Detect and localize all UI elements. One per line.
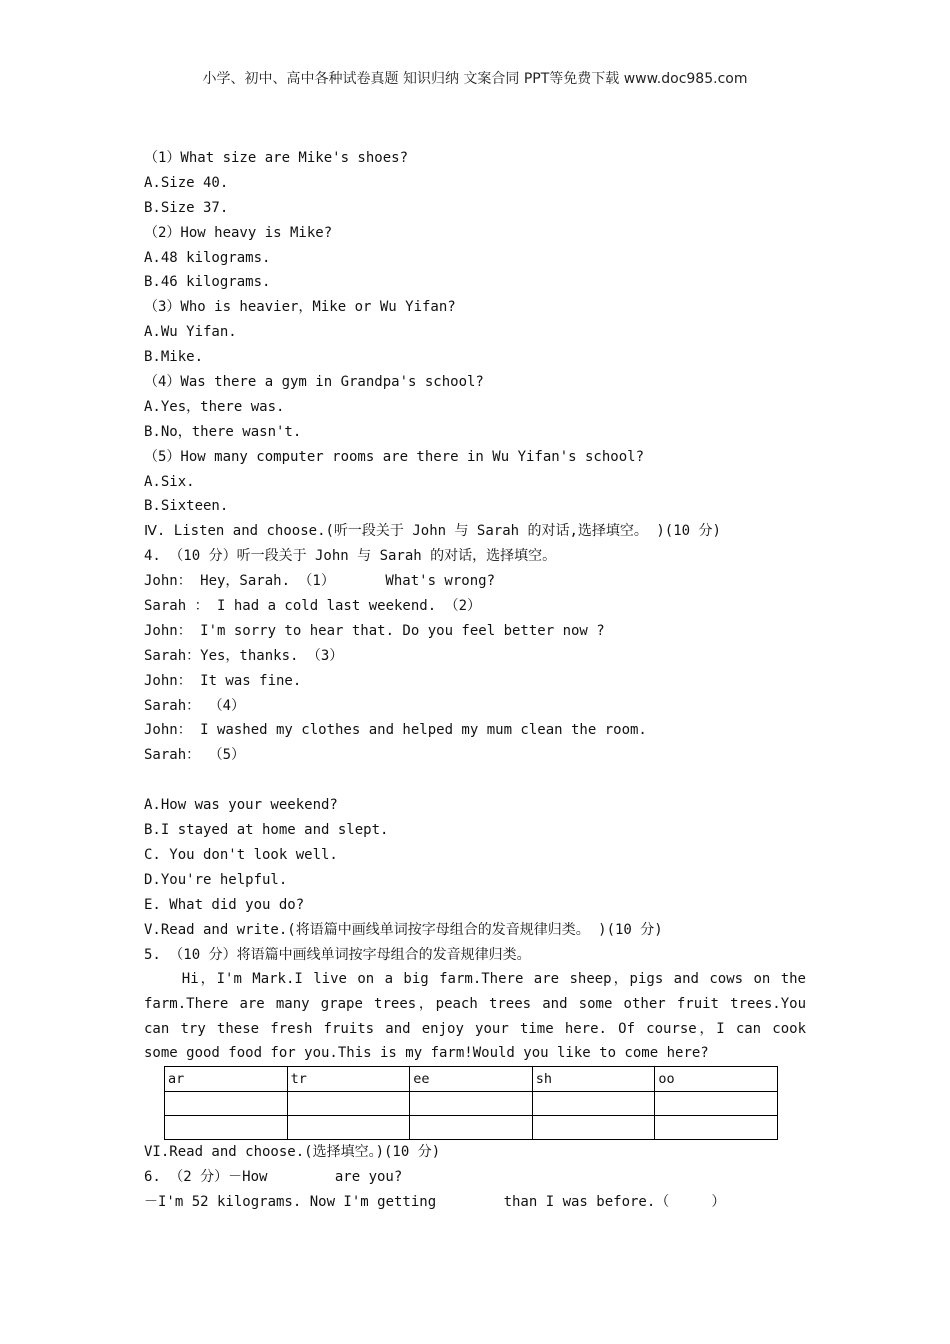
table-header-row <box>165 1066 778 1091</box>
question-5: （5）How many computer rooms are there in Wu Yifan's school? <box>144 448 645 465</box>
answer-cell[interactable] <box>655 1115 778 1139</box>
section-vi <box>144 1140 806 1215</box>
section-v-heading: V.Read and write.(将语篇中画线单词按字母组合的发音规律归类。 )(10 分) <box>144 921 663 938</box>
question-5-title: 5. （10 分）将语篇中画线单词按字母组合的发音规律归类。 <box>144 946 531 963</box>
table-row <box>165 1115 778 1139</box>
section-iv-heading: Ⅳ. Listen and choose.(听一段关于 John 与 Sarah 的对话,选择填空。 )(10 分) <box>144 523 721 540</box>
option-3b: B.Mike. <box>144 349 204 366</box>
table-header-cell: sh <box>532 1066 655 1091</box>
table-header-cell: oo <box>655 1066 778 1091</box>
question-2: （2）How heavy is Mike? <box>144 224 333 241</box>
section-v <box>144 918 806 1140</box>
option-3a: A.Wu Yifan. <box>144 324 237 341</box>
table-row <box>165 1091 778 1115</box>
question-4-title: 4. （10 分）听一段关于 John 与 Sarah 的对话，选择填空。 <box>144 548 557 565</box>
table-header-cell: ee <box>410 1066 533 1091</box>
option-2b: B.46 kilograms. <box>144 274 271 291</box>
question-1: （1）What size are Mike's shoes? <box>144 150 409 166</box>
option-4b: B.No，there wasn't. <box>144 423 302 440</box>
option-1a: A.Size 40. <box>144 174 229 191</box>
page-header: 小学、初中、高中各种试卷真题 知识归纳 文案合同 PPT等免费下载 www.doc985.com <box>202 71 748 87</box>
listening-questions-section <box>144 146 806 519</box>
answer-cell[interactable] <box>287 1091 410 1115</box>
dialogue-line: John： I washed my clothes and helped my mum clean the room. <box>144 722 647 739</box>
answer-cell[interactable] <box>655 1091 778 1115</box>
dialogue-line: John： I'm sorry to hear that. Do you feel better now ? <box>144 622 605 639</box>
question-3: （3）Who is heavier，Mike or Wu Yifan? <box>144 299 456 316</box>
table-header-cell: tr <box>287 1066 410 1091</box>
answer-cell[interactable] <box>532 1091 655 1115</box>
answer-cell[interactable] <box>410 1091 533 1115</box>
dialogue-line: Sarah ： I had a cold last weekend. （2） <box>144 598 482 615</box>
option-4a: A.Yes，there was. <box>144 398 285 415</box>
choice-c: C. You don't look well. <box>144 846 338 863</box>
choice-d: D.You're helpful. <box>144 871 288 888</box>
option-5b: B.Sixteen. <box>144 498 229 515</box>
answer-cell[interactable] <box>165 1091 288 1115</box>
document-body <box>144 146 806 1214</box>
answer-cell[interactable] <box>287 1115 410 1139</box>
option-5a: A.Six. <box>144 473 195 490</box>
question-6-answer-line: －I'm 52 kilograms. Now I'm getting than I was before.（ ） <box>144 1193 726 1210</box>
question-6: 6. （2 分）－How are you? <box>144 1168 403 1185</box>
choice-b: B.I stayed at home and slept. <box>144 822 389 839</box>
choice-a: A.How was your weekend? <box>144 797 338 814</box>
reading-paragraph: Hi，I'm Mark.I live on a big farm.There are sheep，pigs and cows on the farm.There are many grape trees，peach trees and some other fruit trees.You can try these fresh fruits and enjoy your time here. Of course，I can cook some good food for you.This is my farm!Would you like to come here? <box>144 971 806 1062</box>
dialogue-line: Sarah： （5） <box>144 747 246 764</box>
phonics-sorting-table <box>164 1066 778 1140</box>
dialogue-line: Sarah： （4） <box>144 697 246 714</box>
table-header-cell: ar <box>165 1066 288 1091</box>
answer-cell[interactable] <box>410 1115 533 1139</box>
answer-cell[interactable] <box>532 1115 655 1139</box>
dialogue-line: John： It was fine. <box>144 672 302 689</box>
section-vi-heading: VI.Read and choose.(选择填空。)(10 分) <box>144 1143 441 1160</box>
dialogue-line: John： Hey，Sarah. （1） What's wrong? <box>144 573 496 590</box>
section-iv <box>144 519 806 917</box>
option-2a: A.48 kilograms. <box>144 249 271 266</box>
dialogue-line: Sarah：Yes，thanks. （3） <box>144 647 344 664</box>
answer-cell[interactable] <box>165 1115 288 1139</box>
question-4: （4）Was there a gym in Grandpa's school? <box>144 374 484 391</box>
choice-e: E. What did you do? <box>144 896 305 913</box>
blank-gap <box>144 768 806 793</box>
option-1b: B.Size 37. <box>144 199 229 216</box>
